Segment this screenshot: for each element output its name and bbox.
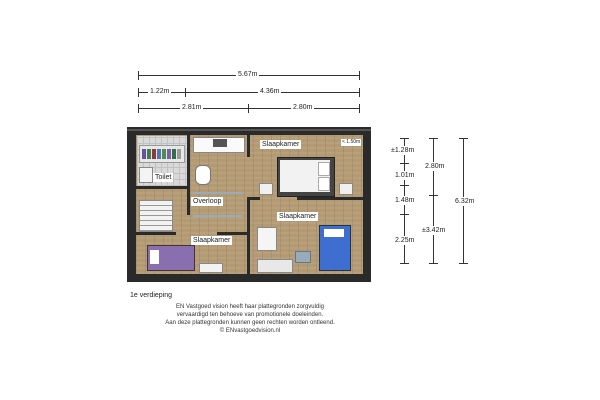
pillow-icon bbox=[318, 162, 330, 176]
toilet-icon bbox=[195, 165, 211, 185]
ceiling-height-note: < 1.50m bbox=[342, 139, 361, 145]
wall-interior bbox=[217, 232, 247, 235]
dimension-label: ±1.28m bbox=[391, 147, 415, 154]
clothes-icon bbox=[140, 146, 184, 162]
wall-interior bbox=[136, 232, 176, 235]
wall-left bbox=[127, 127, 136, 282]
dresser bbox=[199, 263, 223, 273]
room-label-overloop: Overloop bbox=[193, 198, 222, 205]
floor-label: 1e verdieping bbox=[130, 292, 173, 299]
double-bed bbox=[277, 157, 335, 197]
room-label-slaapkamer-right: Slaapkamer bbox=[279, 213, 317, 220]
disclaimer-line: vervaardigd ten behoeve van promotionele doeleinden. bbox=[176, 312, 324, 318]
dimension-label: 1.01m bbox=[395, 172, 415, 179]
wall-interior bbox=[247, 197, 250, 274]
dimension-label: 2.81m bbox=[182, 104, 202, 111]
chair-icon bbox=[295, 251, 311, 263]
pillow-icon bbox=[150, 250, 159, 264]
single-bed-purple bbox=[147, 245, 195, 271]
nightstand bbox=[259, 183, 273, 195]
laptop-icon bbox=[213, 139, 227, 147]
room-label-toilet: Toilet bbox=[155, 174, 172, 181]
disclaimer-line: EN Vastgoed vision heeft haar plattegronden zorgvuldig bbox=[176, 304, 324, 310]
dimension-label: 5.67m bbox=[238, 71, 258, 78]
dimension-label: 1.22m bbox=[150, 88, 170, 95]
dimension-label: 1.48m bbox=[395, 197, 415, 204]
dimension-label: 2.25m bbox=[395, 237, 415, 244]
wardrobe bbox=[139, 145, 185, 163]
pillow-icon bbox=[318, 177, 330, 191]
floor-plan bbox=[127, 127, 371, 282]
cabinet bbox=[257, 259, 293, 273]
desk bbox=[257, 227, 277, 251]
wall-interior bbox=[187, 135, 190, 215]
dimension-label: ±3.42m bbox=[422, 227, 446, 234]
dimension-label: 2.80m bbox=[425, 163, 445, 170]
disclaimer-line: © ENvastgoedvision.nl bbox=[219, 328, 281, 334]
nightstand bbox=[339, 183, 353, 195]
single-bed-blue bbox=[319, 225, 351, 271]
disclaimer-line: Aan deze plattegronden kunnen geen rechten worden ontleend. bbox=[165, 320, 335, 326]
wall-interior bbox=[250, 197, 260, 200]
dimension-label: 6.32m bbox=[455, 198, 475, 205]
room-label-slaapkamer-top: Slaapkamer bbox=[262, 141, 300, 148]
window bbox=[193, 215, 243, 217]
dimension-label: 2.80m bbox=[293, 104, 313, 111]
wall-interior bbox=[297, 197, 363, 200]
wall-interior bbox=[136, 186, 190, 189]
sink-icon bbox=[139, 167, 153, 183]
wall-bottom bbox=[127, 274, 371, 282]
wall-interior bbox=[247, 135, 250, 157]
disclaimer bbox=[130, 303, 370, 335]
wall-right bbox=[363, 127, 371, 282]
roof-line bbox=[127, 129, 371, 131]
pillow-icon bbox=[324, 229, 344, 237]
room-label-slaapkamer-bottom: Slaapkamer bbox=[193, 237, 231, 244]
window bbox=[193, 192, 243, 194]
dimension-label: 4.36m bbox=[260, 88, 280, 95]
staircase bbox=[139, 200, 173, 232]
